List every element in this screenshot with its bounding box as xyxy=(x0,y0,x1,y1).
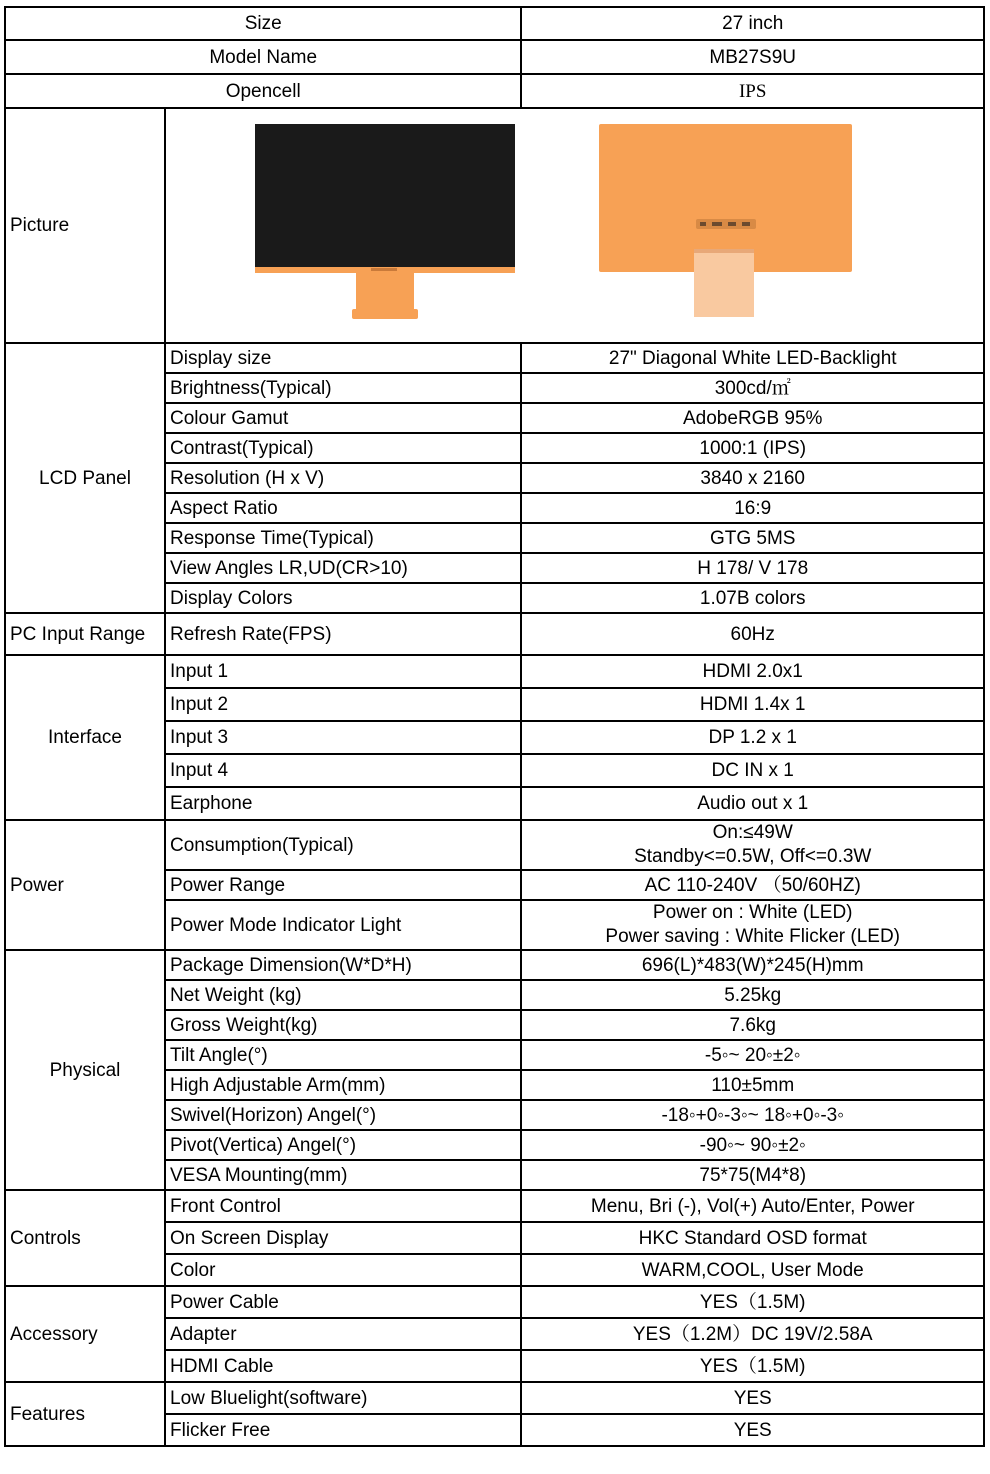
spec-label: Tilt Angle(°) xyxy=(165,1040,521,1070)
spec-label: Earphone xyxy=(165,787,521,820)
spec-label: Brightness(Typical) xyxy=(165,373,521,403)
spec-label: Low Bluelight(software) xyxy=(165,1382,521,1414)
category-label: Physical xyxy=(5,950,165,1190)
spec-value: YES（1.5M) xyxy=(521,1286,984,1318)
spec-value: 696(L)*483(W)*245(H)mm xyxy=(521,950,984,980)
category-label: Controls xyxy=(5,1190,165,1286)
spec-label: High Adjustable Arm(mm) xyxy=(165,1070,521,1100)
spec-row xyxy=(5,950,984,980)
spec-table xyxy=(4,6,985,1447)
spec-label: Consumption(Typical) xyxy=(165,820,521,870)
spec-row xyxy=(5,613,984,655)
spec-label: Resolution (H x V) xyxy=(165,463,521,493)
spec-label: Flicker Free xyxy=(165,1414,521,1446)
spec-row-size xyxy=(5,7,984,40)
spec-value: AC 110-240V （50/60HZ) xyxy=(521,870,984,900)
spec-label: Power Cable xyxy=(165,1286,521,1318)
spec-value: 7.6kg xyxy=(521,1010,984,1040)
spec-label: Front Control xyxy=(165,1190,521,1222)
spec-value: MB27S9U xyxy=(521,40,984,74)
spec-label: Color xyxy=(165,1254,521,1286)
spec-label: Gross Weight(kg) xyxy=(165,1010,521,1040)
spec-value: WARM,COOL, User Mode xyxy=(521,1254,984,1286)
category-label: Features xyxy=(5,1382,165,1446)
spec-value xyxy=(521,900,984,950)
monitor-front-icon xyxy=(255,124,515,319)
spec-label: Package Dimension(W*D*H) xyxy=(165,950,521,980)
spec-value xyxy=(521,820,984,870)
spec-value: 110±5mm xyxy=(521,1070,984,1100)
spec-row xyxy=(5,1190,984,1222)
spec-row xyxy=(5,655,984,688)
spec-value: 27" Diagonal White LED-Backlight xyxy=(521,343,984,373)
spec-value: HKC Standard OSD format xyxy=(521,1222,984,1254)
spec-label: On Screen Display xyxy=(165,1222,521,1254)
spec-value: 27 inch xyxy=(521,7,984,40)
spec-value-line: Power saving : White Flicker (LED) xyxy=(605,926,900,947)
spec-label: Model Name xyxy=(5,40,521,74)
spec-value: GTG 5MS xyxy=(521,523,984,553)
spec-value: 75*75(M4*8) xyxy=(521,1160,984,1190)
spec-label: Display size xyxy=(165,343,521,373)
spec-value: 300cd/㎡ xyxy=(521,373,984,403)
spec-row xyxy=(5,1286,984,1318)
spec-label: Display Colors xyxy=(165,583,521,613)
spec-value: IPS xyxy=(521,74,984,108)
spec-label: Input 1 xyxy=(165,655,521,688)
spec-value: H 178/ V 178 xyxy=(521,553,984,583)
spec-row xyxy=(5,1382,984,1414)
spec-row xyxy=(5,820,984,870)
spec-value: YES（1.2M）DC 19V/2.58A xyxy=(521,1318,984,1350)
category-label: LCD Panel xyxy=(5,343,165,613)
spec-value: HDMI 1.4x 1 xyxy=(521,688,984,721)
spec-label: Power Mode Indicator Light xyxy=(165,900,521,950)
spec-value: HDMI 2.0x1 xyxy=(521,655,984,688)
spec-value: DP 1.2 x 1 xyxy=(521,721,984,754)
product-pictures xyxy=(166,109,983,337)
spec-label: Opencell xyxy=(5,74,521,108)
category-label: Power xyxy=(5,820,165,950)
spec-row xyxy=(5,343,984,373)
spec-value: 60Hz xyxy=(521,613,984,655)
picture-label: Picture xyxy=(5,108,165,343)
spec-label: Power Range xyxy=(165,870,521,900)
spec-label: HDMI Cable xyxy=(165,1350,521,1382)
spec-label: Pivot(Vertica) Angel(°) xyxy=(165,1130,521,1160)
category-label: Interface xyxy=(5,655,165,820)
spec-value: YES xyxy=(521,1414,984,1446)
spec-value: 16:9 xyxy=(521,493,984,523)
spec-value: -5◦~ 20◦±2◦ xyxy=(521,1040,984,1070)
spec-label: Input 2 xyxy=(165,688,521,721)
spec-label: Aspect Ratio xyxy=(165,493,521,523)
spec-label: Size xyxy=(5,7,521,40)
spec-label: Refresh Rate(FPS) xyxy=(165,613,521,655)
spec-label: Swivel(Horizon) Angel(°) xyxy=(165,1100,521,1130)
spec-value: 5.25kg xyxy=(521,980,984,1010)
spec-value: DC IN x 1 xyxy=(521,754,984,787)
spec-value: AdobeRGB 95% xyxy=(521,403,984,433)
spec-value: Menu, Bri (-), Vol(+) Auto/Enter, Power xyxy=(521,1190,984,1222)
picture-row xyxy=(5,108,984,343)
spec-label: Adapter xyxy=(165,1318,521,1350)
monitor-back-icon xyxy=(599,124,852,317)
spec-label: Response Time(Typical) xyxy=(165,523,521,553)
spec-value: 1000:1 (IPS) xyxy=(521,433,984,463)
spec-value: -18◦+0◦-3◦~ 18◦+0◦-3◦ xyxy=(521,1100,984,1130)
spec-value: 1.07B colors xyxy=(521,583,984,613)
spec-value-line: On:≤49W xyxy=(712,822,793,843)
spec-label: Net Weight (kg) xyxy=(165,980,521,1010)
picture-cell xyxy=(165,108,984,343)
category-label: PC Input Range xyxy=(5,613,165,655)
spec-label: Input 3 xyxy=(165,721,521,754)
spec-label: Input 4 xyxy=(165,754,521,787)
spec-row-model-name xyxy=(5,40,984,74)
spec-value: 3840 x 2160 xyxy=(521,463,984,493)
spec-label: View Angles LR,UD(CR>10) xyxy=(165,553,521,583)
spec-value: -90◦~ 90◦±2◦ xyxy=(521,1130,984,1160)
spec-value: Audio out x 1 xyxy=(521,787,984,820)
spec-label: Contrast(Typical) xyxy=(165,433,521,463)
spec-value-line: Power on : White (LED) xyxy=(652,902,853,923)
spec-value: YES（1.5M) xyxy=(521,1350,984,1382)
category-label: Accessory xyxy=(5,1286,165,1382)
spec-value-line: Standby<=0.5W, Off<=0.3W xyxy=(634,846,872,867)
spec-label: VESA Mounting(mm) xyxy=(165,1160,521,1190)
spec-row-opencell xyxy=(5,74,984,108)
spec-label: Colour Gamut xyxy=(165,403,521,433)
spec-value: YES xyxy=(521,1382,984,1414)
